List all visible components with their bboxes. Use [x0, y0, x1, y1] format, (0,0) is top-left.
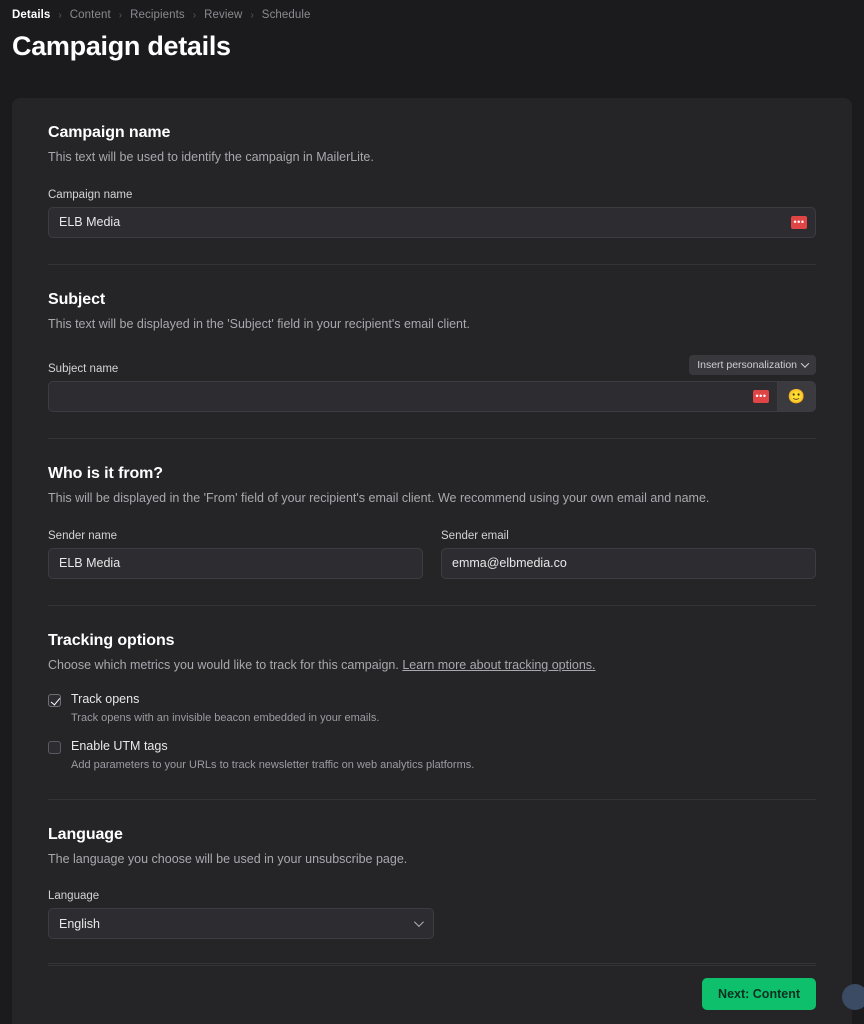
checkbox-row-utm-tags[interactable]: [48, 739, 816, 772]
utm-tags-sub: Add parameters to your URLs to track newsletter traffic on web analytics platforms.: [71, 759, 475, 772]
emoji-picker-icon[interactable]: 🙂: [777, 382, 815, 411]
breadcrumb-item-details[interactable]: Details: [12, 9, 51, 21]
track-opens-sub: Track opens with an invisible beacon embedded in your emails.: [71, 712, 380, 724]
language-field-label: Language: [48, 890, 100, 903]
sender-description: This will be displayed in the 'From' field of your recipient's email client. We recommend using your own email and name.: [48, 491, 710, 505]
utm-tags-texts: [71, 739, 474, 772]
section-subject: [48, 265, 816, 440]
page-title: Campaign details: [12, 31, 231, 61]
checkbox-track-opens[interactable]: [48, 694, 61, 707]
sender-fields-row: [48, 508, 816, 579]
tracking-heading: Tracking options: [48, 631, 175, 649]
tracking-learn-more-link[interactable]: Learn more about tracking options.: [402, 657, 596, 672]
sender-email-input[interactable]: [442, 549, 815, 578]
campaign-name-input-wrap[interactable]: [48, 207, 816, 238]
subject-label-row: [48, 355, 816, 375]
emoji-variables-icon[interactable]: •••: [753, 390, 769, 403]
breadcrumb-separator-icon: ›: [192, 9, 197, 21]
sender-heading: Who is it from?: [48, 465, 163, 482]
breadcrumb: [0, 0, 864, 21]
breadcrumb-separator-icon: ›: [58, 9, 62, 21]
campaign-name-field-label: Campaign name: [48, 188, 133, 201]
checkbox-enable-utm-tags[interactable]: [48, 741, 61, 754]
sender-name-input-wrap[interactable]: [48, 548, 423, 579]
sender-name-label: Sender name: [48, 529, 118, 542]
campaign-name-description: This text will be used to identify the campaign in MailerLite.: [48, 150, 374, 164]
subject-heading: Subject: [48, 290, 106, 308]
sender-email-label: Sender email: [441, 529, 509, 542]
sender-name-input[interactable]: [49, 549, 422, 578]
language-selected-value: English: [59, 916, 100, 931]
breadcrumb-separator-icon: ›: [118, 9, 123, 21]
subject-input[interactable]: [49, 382, 753, 411]
track-opens-label: Track opens: [71, 692, 140, 706]
section-campaign-name: [48, 98, 816, 265]
section-language: [48, 800, 816, 967]
breadcrumb-item-review[interactable]: Review: [204, 9, 243, 21]
section-tracking: [48, 606, 816, 800]
breadcrumb-separator-icon: ›: [250, 9, 254, 21]
breadcrumb-item-recipients[interactable]: Recipients: [130, 9, 185, 21]
track-opens-texts: [71, 692, 379, 725]
language-heading: Language: [48, 825, 123, 843]
checkbox-row-track-opens[interactable]: [48, 692, 816, 725]
campaign-name-heading: Campaign name: [48, 124, 171, 141]
tracking-description: [48, 657, 816, 675]
form-footer: [48, 964, 816, 1024]
subject-field-label: Subject name: [48, 363, 119, 375]
utm-tags-label: Enable UTM tags: [71, 739, 168, 754]
sender-name-field: [48, 508, 423, 579]
insert-personalization-label: Insert personalization: [697, 359, 797, 371]
breadcrumb-item-content[interactable]: Content: [69, 9, 111, 21]
next-content-button[interactable]: Next: Content: [702, 978, 816, 1010]
language-select[interactable]: [48, 908, 434, 939]
breadcrumb-item-schedule[interactable]: Schedule: [261, 9, 311, 21]
details-form-card: [12, 98, 852, 1024]
sender-email-input-wrap[interactable]: [441, 548, 816, 579]
chevron-down-icon: [801, 359, 809, 367]
subject-input-wrap[interactable]: [48, 381, 816, 412]
emoji-variables-icon[interactable]: •••: [791, 216, 807, 229]
help-bubble-icon[interactable]: [842, 984, 864, 1010]
section-sender: [48, 439, 816, 606]
insert-personalization-button[interactable]: [689, 355, 816, 375]
campaign-name-input[interactable]: [49, 208, 791, 237]
chevron-down-icon: [414, 917, 424, 927]
sender-email-field: [441, 508, 816, 579]
language-description: The language you choose will be used in your unsubscribe page.: [48, 851, 408, 866]
subject-description: This text will be displayed in the 'Subject' field in your recipient's email client.: [48, 316, 470, 331]
tracking-description-text: Choose which metrics you would like to track for this campaign.: [48, 657, 399, 672]
